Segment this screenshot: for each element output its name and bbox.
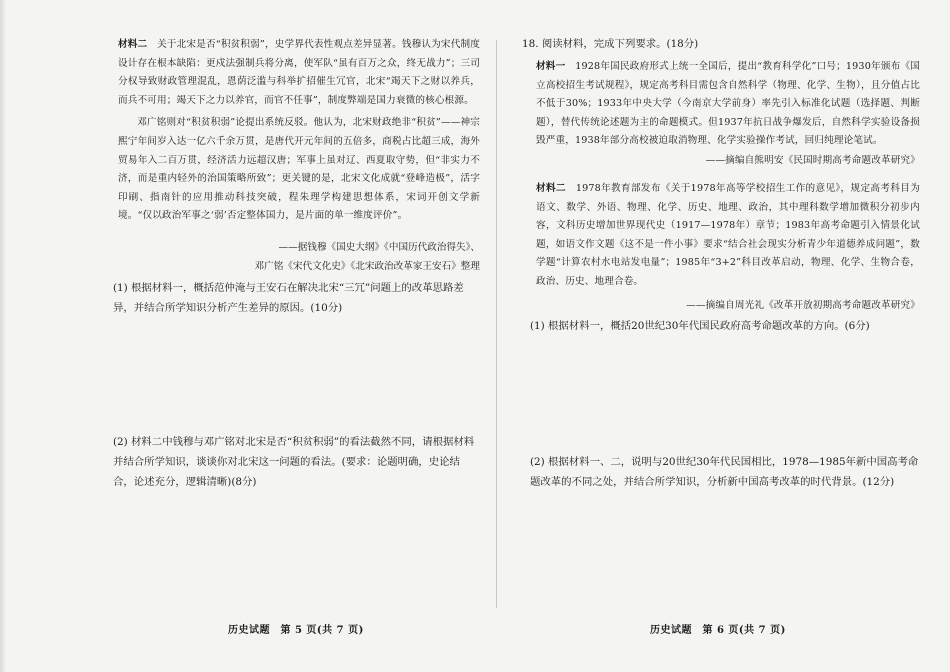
material-2-label-right: 材料二 [536,183,566,194]
material-2-label: 材料二 [118,39,148,50]
question-18-2: (2) 根据材料一、二，说明与20世纪30年代民国相比，1978—1985年新中国高考命题改革的不同之处，并结合所学知识，分析新中国高考改革的时代背景。(12分) [530,456,919,488]
material-1-label: 材料一 [536,61,566,72]
material-2-paragraph-2: 邓广铭则对“积贫积弱”论提出系统反驳。他认为，北宋财政绝非“积贫”——神宗熙宁年间岁入达一亿六千余万贯，是唐代开元年间的五倍多，商税占比超三成，海外贸易年入二百万贯，经济活力远超汉唐；军事上虽对辽、西夏取守势，但“非实力不济，而是重内轻外的治国策略所致”；更关键的是，北宋文化成就“登峰造极”，活字印刷、指南针的应用推动科技突破，程朱理学构建思想体系，宋词开创文学新境。“仅以政治军事之‘弱’否定整体国力，是片面的单一维度评价”。 [118,117,480,222]
material-1-block [536,58,920,170]
source-line-2: 邓广铭《宋代文化史》《北宋政治改革家王安石》整理 [254,261,480,272]
source-line-1: ——据钱穆《国史大纲》《中国历代政治得失》、 [278,242,480,253]
material-2-source-right: ——摘编自周光礼《改革开放初期高考命题改革研究》 [686,299,920,311]
material-2-text-right: 1978年教育部发布《关于1978年高等学校招生工作的意见》，规定高考科目为语文、数学、外语、物理、化学、历史、地理、政治，其中理科数学增加微积分初步内容，文科历史增加世界现代史（1917—1978年）章节；1983年高考命题引入情景化试题，如语文作文题《这不是一件小事》要求“结合社会现实分析青少年道德养成问题”，数学题“计算农村水电站发电量”；1985年“3+2”科目改革启动，物理、化学、生物合卷，政治、历史、地理合卷。 [536,183,921,287]
question-2: (2) 材料二中钱穆与邓广铭对北宋是否“积贫积弱”的看法截然不同，请根据材料并结合所学知识，谈谈你对北宋这一问题的看法。(要求：论题明确，史论结合，论述充分，逻辑清晰)(8分) [113,436,475,488]
source-citation [118,238,480,276]
page-footer-6: 历史试题 第 6 页(共 7 页) [650,625,786,636]
page-footer-5: 历史试题 第 5 页(共 7 页) [228,625,364,636]
material-2-paragraph-right [536,180,920,292]
material-2-text-1: 关于北宋是否“积贫积弱”，史学界代表性观点差异显著。钱穆认为宋代制度设计存在根本缺陷：更戍法强制兵将分离，使军队“虽有百万之众，终无战力”；三司分权导致财政管理混乱，恩荫泛滥与科举扩招催生冗官，北宋“竭天下之财以养兵，而兵不可用；竭天下之力以养官，而官不任事”，制度弊端是国力衰微的核心根源。 [118,39,480,106]
question-18-1: (1) 根据材料一，概括20世纪30年代国民政府高考命题改革的方向。(6分) [530,320,870,332]
question-18-heading: 18. 阅读材料，完成下列要求。(18分) [522,38,699,50]
material-2-block [118,36,480,226]
material-2-block-right [536,180,920,315]
material-1-paragraph [536,58,920,151]
material-1-source: ——摘编自熊明安《民国时期高考命题改革研究》 [705,154,920,166]
page-divider [496,40,497,608]
page-6 [500,0,950,672]
question-1: (1) 根据材料一，概括范仲淹与王安石在解决北宋“三冗”问题上的改革思路差异，并结合所学知识分析产生差异的原因。(10分) [113,282,464,314]
material-1-text: 1928年国民政府形式上统一全国后，提出“教育科学化”口号；1930年颁布《国立高校招生考试规程》，规定高考科目需包含自然科学（物理、化学、生物），且分值占比不低于30%；1933年中央大学（今南京大学前身）率先引入标准化试题（选择题、判断题），替代传统论述题为主的命题模式。但1937年抗日战争爆发后，自然科学实验设备损毁严重，1938年部分高校被迫取消物理、化学实验操作考试，回归纯理论笔试。 [536,61,920,147]
material-2-paragraph-1 [118,36,480,110]
